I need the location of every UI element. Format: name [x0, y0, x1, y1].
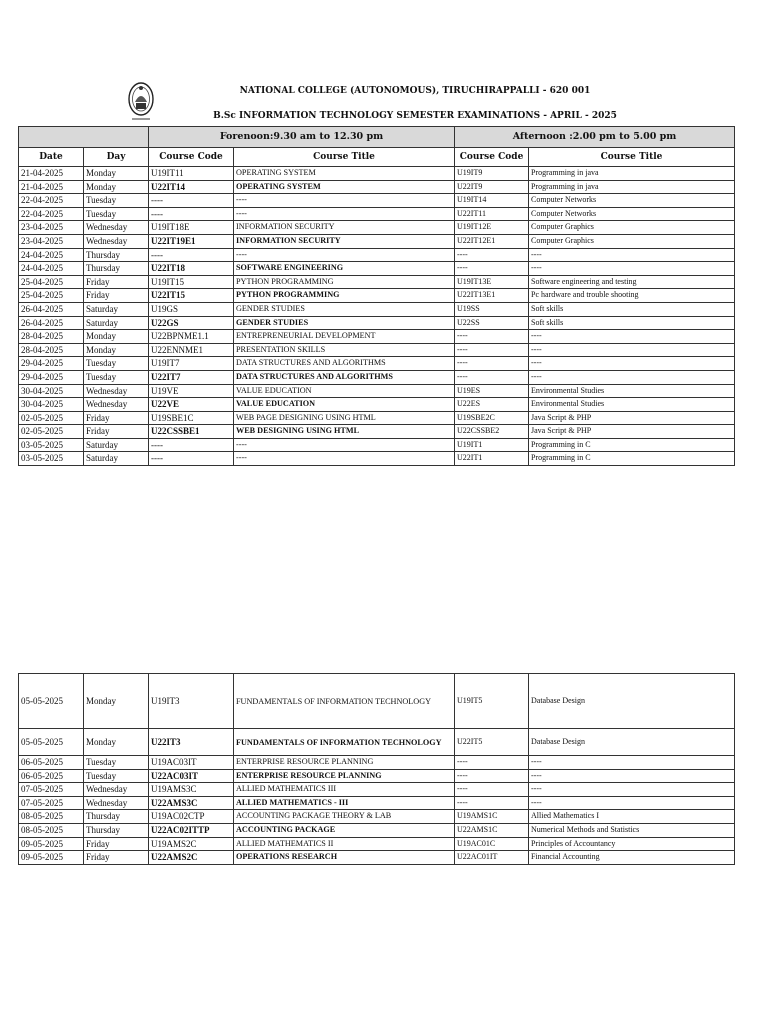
afternoon-code-cell: U22CSSBE2: [455, 425, 529, 439]
date-cell: 25-04-2025: [19, 275, 84, 289]
date-cell: 23-04-2025: [19, 234, 84, 248]
afternoon-title-cell: ----: [529, 756, 735, 770]
day-cell: Tuesday: [84, 370, 149, 384]
forenoon-code-cell: U22IT19E1: [149, 234, 234, 248]
forenoon-header: Forenoon:9.30 am to 12.30 pm: [149, 127, 455, 148]
day-cell: Thursday: [84, 248, 149, 262]
afternoon-code-cell: U22IT1: [455, 452, 529, 466]
date-cell: 03-05-2025: [19, 452, 84, 466]
table-row: [19, 262, 735, 276]
forenoon-code-cell: ----: [149, 452, 234, 466]
afternoon-title-cell: ----: [529, 262, 735, 276]
afternoon-code-cell: ----: [455, 370, 529, 384]
date-cell: 28-04-2025: [19, 343, 84, 357]
afternoon-code-cell: U22IT13E1: [455, 289, 529, 303]
day-cell: Monday: [84, 674, 149, 729]
date-cell: 29-04-2025: [19, 370, 84, 384]
forenoon-title-cell: DATA STRUCTURES AND ALGORITHMS: [234, 357, 455, 371]
table-row: [19, 452, 735, 466]
date-cell: 05-05-2025: [19, 674, 84, 729]
table-row: [19, 302, 735, 316]
column-header: Date: [19, 148, 84, 167]
forenoon-code-cell: U19AMS2C: [149, 837, 234, 851]
table-row: [19, 810, 735, 824]
date-cell: 23-04-2025: [19, 221, 84, 235]
exam-schedule-table-1: [18, 126, 735, 466]
day-cell: Tuesday: [84, 769, 149, 783]
forenoon-code-cell: ----: [149, 248, 234, 262]
date-cell: 25-04-2025: [19, 289, 84, 303]
table-row: [19, 207, 735, 221]
afternoon-title-cell: Database Design: [529, 729, 735, 756]
day-cell: Monday: [84, 343, 149, 357]
day-cell: Friday: [84, 275, 149, 289]
afternoon-code-cell: U19IT5: [455, 674, 529, 729]
forenoon-code-cell: U22BPNME1.1: [149, 330, 234, 344]
day-cell: Friday: [84, 837, 149, 851]
afternoon-title-cell: Programming in java: [529, 167, 735, 181]
date-cell: 09-05-2025: [19, 837, 84, 851]
forenoon-code-cell: U22VE: [149, 398, 234, 412]
forenoon-title-cell: INFORMATION SECURITY: [234, 234, 455, 248]
date-cell: 03-05-2025: [19, 438, 84, 452]
afternoon-code-cell: U19ES: [455, 384, 529, 398]
table-row: [19, 729, 735, 756]
forenoon-title-cell: OPERATING SYSTEM: [234, 180, 455, 194]
afternoon-title-cell: ----: [529, 769, 735, 783]
date-cell: 08-05-2025: [19, 823, 84, 837]
afternoon-title-cell: Soft skills: [529, 302, 735, 316]
table-row: [19, 167, 735, 181]
forenoon-title-cell: VALUE EDUCATION: [234, 384, 455, 398]
day-cell: Wednesday: [84, 234, 149, 248]
forenoon-code-cell: U22IT14: [149, 180, 234, 194]
day-cell: Tuesday: [84, 207, 149, 221]
afternoon-title-cell: ----: [529, 330, 735, 344]
day-cell: Thursday: [84, 823, 149, 837]
day-cell: Thursday: [84, 810, 149, 824]
afternoon-title-cell: ----: [529, 370, 735, 384]
forenoon-title-cell: ----: [234, 452, 455, 466]
session-header-row: [19, 127, 735, 148]
forenoon-code-cell: U22IT3: [149, 729, 234, 756]
day-cell: Wednesday: [84, 796, 149, 810]
afternoon-code-cell: U22AMS1C: [455, 823, 529, 837]
afternoon-title-cell: Principles of Accountancy: [529, 837, 735, 851]
afternoon-title-cell: Java Script & PHP: [529, 425, 735, 439]
date-cell: 30-04-2025: [19, 398, 84, 412]
date-cell: 29-04-2025: [19, 357, 84, 371]
forenoon-code-cell: U22ENNME1: [149, 343, 234, 357]
day-cell: Monday: [84, 330, 149, 344]
forenoon-title-cell: ACCOUNTING PACKAGE: [234, 823, 455, 837]
forenoon-code-cell: U19GS: [149, 302, 234, 316]
afternoon-code-cell: ----: [455, 330, 529, 344]
table-row: [19, 316, 735, 330]
forenoon-code-cell: U22AMS3C: [149, 796, 234, 810]
afternoon-code-cell: U22IT5: [455, 729, 529, 756]
afternoon-code-cell: U19IT1: [455, 438, 529, 452]
day-cell: Wednesday: [84, 783, 149, 797]
forenoon-code-cell: U19VE: [149, 384, 234, 398]
afternoon-title-cell: ----: [529, 796, 735, 810]
table-row: [19, 823, 735, 837]
date-cell: 24-04-2025: [19, 248, 84, 262]
afternoon-title-cell: Allied Mathematics I: [529, 810, 735, 824]
afternoon-code-cell: ----: [455, 248, 529, 262]
afternoon-title-cell: Numerical Methods and Statistics: [529, 823, 735, 837]
table-row: [19, 289, 735, 303]
date-cell: 26-04-2025: [19, 302, 84, 316]
table-row: [19, 370, 735, 384]
day-cell: Friday: [84, 411, 149, 425]
table-row: [19, 221, 735, 235]
forenoon-title-cell: ----: [234, 438, 455, 452]
forenoon-title-cell: ENTERPRISE RESOURCE PLANNING: [234, 756, 455, 770]
day-cell: Tuesday: [84, 756, 149, 770]
column-header: Course Title: [234, 148, 455, 167]
forenoon-title-cell: GENDER STUDIES: [234, 316, 455, 330]
forenoon-code-cell: U22AC02ITTP: [149, 823, 234, 837]
forenoon-title-cell: ALLIED MATHEMATICS III: [234, 783, 455, 797]
date-cell: 06-05-2025: [19, 756, 84, 770]
column-header: Course Code: [455, 148, 529, 167]
afternoon-code-cell: ----: [455, 769, 529, 783]
table-row: [19, 756, 735, 770]
date-cell: 30-04-2025: [19, 384, 84, 398]
forenoon-code-cell: U22IT15: [149, 289, 234, 303]
table-row: [19, 275, 735, 289]
day-cell: Saturday: [84, 452, 149, 466]
date-cell: 09-05-2025: [19, 851, 84, 865]
forenoon-code-cell: ----: [149, 194, 234, 208]
day-cell: Wednesday: [84, 221, 149, 235]
date-cell: 07-05-2025: [19, 783, 84, 797]
afternoon-title-cell: Programming in C: [529, 452, 735, 466]
date-cell: 24-04-2025: [19, 262, 84, 276]
date-cell: 28-04-2025: [19, 330, 84, 344]
forenoon-title-cell: PRESENTATION SKILLS: [234, 343, 455, 357]
day-cell: Friday: [84, 289, 149, 303]
day-cell: Friday: [84, 851, 149, 865]
table-row: [19, 438, 735, 452]
date-cell: 21-04-2025: [19, 167, 84, 181]
forenoon-code-cell: U22IT7: [149, 370, 234, 384]
college-logo: [126, 80, 156, 126]
afternoon-code-cell: U19SBE2C: [455, 411, 529, 425]
afternoon-code-cell: U22IT11: [455, 207, 529, 221]
forenoon-code-cell: U19AMS3C: [149, 783, 234, 797]
forenoon-title-cell: ----: [234, 194, 455, 208]
date-cell: 21-04-2025: [19, 180, 84, 194]
forenoon-code-cell: U19IT11: [149, 167, 234, 181]
forenoon-title-cell: OPERATIONS RESEARCH: [234, 851, 455, 865]
date-cell: 08-05-2025: [19, 810, 84, 824]
day-cell: Saturday: [84, 302, 149, 316]
column-header-row: [19, 148, 735, 167]
afternoon-code-cell: U22IT9: [455, 180, 529, 194]
forenoon-title-cell: DATA STRUCTURES AND ALGORITHMS: [234, 370, 455, 384]
table-row: [19, 180, 735, 194]
table-row: [19, 674, 735, 729]
forenoon-code-cell: U19IT3: [149, 674, 234, 729]
afternoon-code-cell: U19IT13E: [455, 275, 529, 289]
day-cell: Thursday: [84, 262, 149, 276]
table-row: [19, 769, 735, 783]
forenoon-code-cell: U22CSSBE1: [149, 425, 234, 439]
afternoon-code-cell: U19AC01C: [455, 837, 529, 851]
table-row: [19, 796, 735, 810]
forenoon-code-cell: U22AMS2C: [149, 851, 234, 865]
table-row: [19, 248, 735, 262]
date-cell: 02-05-2025: [19, 411, 84, 425]
table-row: [19, 194, 735, 208]
forenoon-title-cell: ALLIED MATHEMATICS - III: [234, 796, 455, 810]
date-cell: 07-05-2025: [19, 796, 84, 810]
day-cell: Monday: [84, 729, 149, 756]
day-cell: Tuesday: [84, 194, 149, 208]
afternoon-code-cell: ----: [455, 343, 529, 357]
afternoon-title-cell: Programming in C: [529, 438, 735, 452]
forenoon-code-cell: U22AC03IT: [149, 769, 234, 783]
afternoon-title-cell: Software engineering and testing: [529, 275, 735, 289]
afternoon-code-cell: U22ES: [455, 398, 529, 412]
afternoon-title-cell: Java Script & PHP: [529, 411, 735, 425]
forenoon-title-cell: ACCOUNTING PACKAGE THEORY & LAB: [234, 810, 455, 824]
table-row: [19, 837, 735, 851]
day-cell: Wednesday: [84, 384, 149, 398]
forenoon-title-cell: INFORMATION SECURITY: [234, 221, 455, 235]
afternoon-code-cell: ----: [455, 756, 529, 770]
afternoon-code-cell: U19IT9: [455, 167, 529, 181]
forenoon-title-cell: OPERATING SYSTEM: [234, 167, 455, 181]
date-cell: 26-04-2025: [19, 316, 84, 330]
date-cell: 06-05-2025: [19, 769, 84, 783]
forenoon-title-cell: ALLIED MATHEMATICS II: [234, 837, 455, 851]
forenoon-code-cell: U19IT7: [149, 357, 234, 371]
forenoon-code-cell: U22GS: [149, 316, 234, 330]
forenoon-title-cell: FUNDAMENTALS OF INFORMATION TECHNOLOGY: [234, 729, 455, 756]
table-row: [19, 851, 735, 865]
afternoon-code-cell: ----: [455, 262, 529, 276]
afternoon-code-cell: ----: [455, 796, 529, 810]
forenoon-title-cell: ----: [234, 248, 455, 262]
afternoon-title-cell: ----: [529, 357, 735, 371]
forenoon-title-cell: VALUE EDUCATION: [234, 398, 455, 412]
date-cell: 22-04-2025: [19, 194, 84, 208]
afternoon-title-cell: Programming in java: [529, 180, 735, 194]
forenoon-title-cell: FUNDAMENTALS OF INFORMATION TECHNOLOGY: [234, 674, 455, 729]
afternoon-code-cell: U19AMS1C: [455, 810, 529, 824]
forenoon-title-cell: PYTHON PROGRAMMING: [234, 289, 455, 303]
column-header: Course Code: [149, 148, 234, 167]
forenoon-code-cell: U19SBE1C: [149, 411, 234, 425]
date-cell: 02-05-2025: [19, 425, 84, 439]
column-header: Course Title: [529, 148, 735, 167]
table-row: [19, 398, 735, 412]
forenoon-code-cell: ----: [149, 207, 234, 221]
table-row: [19, 425, 735, 439]
afternoon-title-cell: Computer Graphics: [529, 221, 735, 235]
day-cell: Tuesday: [84, 357, 149, 371]
afternoon-title-cell: Database Design: [529, 674, 735, 729]
forenoon-title-cell: WEB PAGE DESIGNING USING HTML: [234, 411, 455, 425]
forenoon-title-cell: ENTERPRISE RESOURCE PLANNING: [234, 769, 455, 783]
forenoon-title-cell: PYTHON PROGRAMMING: [234, 275, 455, 289]
afternoon-title-cell: ----: [529, 343, 735, 357]
forenoon-code-cell: U19IT15: [149, 275, 234, 289]
afternoon-title-cell: Soft skills: [529, 316, 735, 330]
table-row: [19, 411, 735, 425]
afternoon-title-cell: Computer Networks: [529, 207, 735, 221]
forenoon-code-cell: U19IT18E: [149, 221, 234, 235]
afternoon-title-cell: Environmental Studies: [529, 384, 735, 398]
day-cell: Saturday: [84, 316, 149, 330]
afternoon-title-cell: Financial Accounting: [529, 851, 735, 865]
afternoon-code-cell: ----: [455, 783, 529, 797]
day-cell: Monday: [84, 167, 149, 181]
table-row: [19, 234, 735, 248]
afternoon-title-cell: Computer Networks: [529, 194, 735, 208]
exam-title: B.Sc INFORMATION TECHNOLOGY SEMESTER EXAMINATIONS - APRIL - 2025: [213, 111, 617, 121]
college-title: NATIONAL COLLEGE (AUTONOMOUS), TIRUCHIRAPPALLI - 620 001: [239, 86, 591, 96]
afternoon-code-cell: ----: [455, 357, 529, 371]
forenoon-code-cell: U19AC03IT: [149, 756, 234, 770]
afternoon-code-cell: U19IT14: [455, 194, 529, 208]
afternoon-title-cell: Pc hardware and trouble shooting: [529, 289, 735, 303]
day-cell: Friday: [84, 425, 149, 439]
blank-header-cell: [19, 127, 149, 148]
afternoon-header: Afternoon :2.00 pm to 5.00 pm: [455, 127, 735, 148]
afternoon-code-cell: U22IT12E1: [455, 234, 529, 248]
table-row: [19, 357, 735, 371]
afternoon-title-cell: ----: [529, 248, 735, 262]
forenoon-title-cell: GENDER STUDIES: [234, 302, 455, 316]
afternoon-code-cell: U22SS: [455, 316, 529, 330]
exam-schedule-table-2: [18, 673, 735, 865]
date-cell: 22-04-2025: [19, 207, 84, 221]
forenoon-title-cell: ENTREPRENEURIAL DEVELOPMENT: [234, 330, 455, 344]
forenoon-code-cell: ----: [149, 438, 234, 452]
afternoon-title-cell: ----: [529, 783, 735, 797]
table-row: [19, 384, 735, 398]
forenoon-title-cell: ----: [234, 207, 455, 221]
date-cell: 05-05-2025: [19, 729, 84, 756]
forenoon-title-cell: SOFTWARE ENGINEERING: [234, 262, 455, 276]
day-cell: Monday: [84, 180, 149, 194]
afternoon-code-cell: U19SS: [455, 302, 529, 316]
table-row: [19, 783, 735, 797]
table-row: [19, 330, 735, 344]
day-cell: Saturday: [84, 438, 149, 452]
afternoon-title-cell: Computer Graphics: [529, 234, 735, 248]
column-header: Day: [84, 148, 149, 167]
table-row: [19, 343, 735, 357]
day-cell: Wednesday: [84, 398, 149, 412]
forenoon-code-cell: U22IT18: [149, 262, 234, 276]
afternoon-code-cell: U19IT12E: [455, 221, 529, 235]
afternoon-title-cell: Environmental Studies: [529, 398, 735, 412]
afternoon-code-cell: U22AC01IT: [455, 851, 529, 865]
forenoon-code-cell: U19AC02CTP: [149, 810, 234, 824]
forenoon-title-cell: WEB DESIGNING USING HTML: [234, 425, 455, 439]
